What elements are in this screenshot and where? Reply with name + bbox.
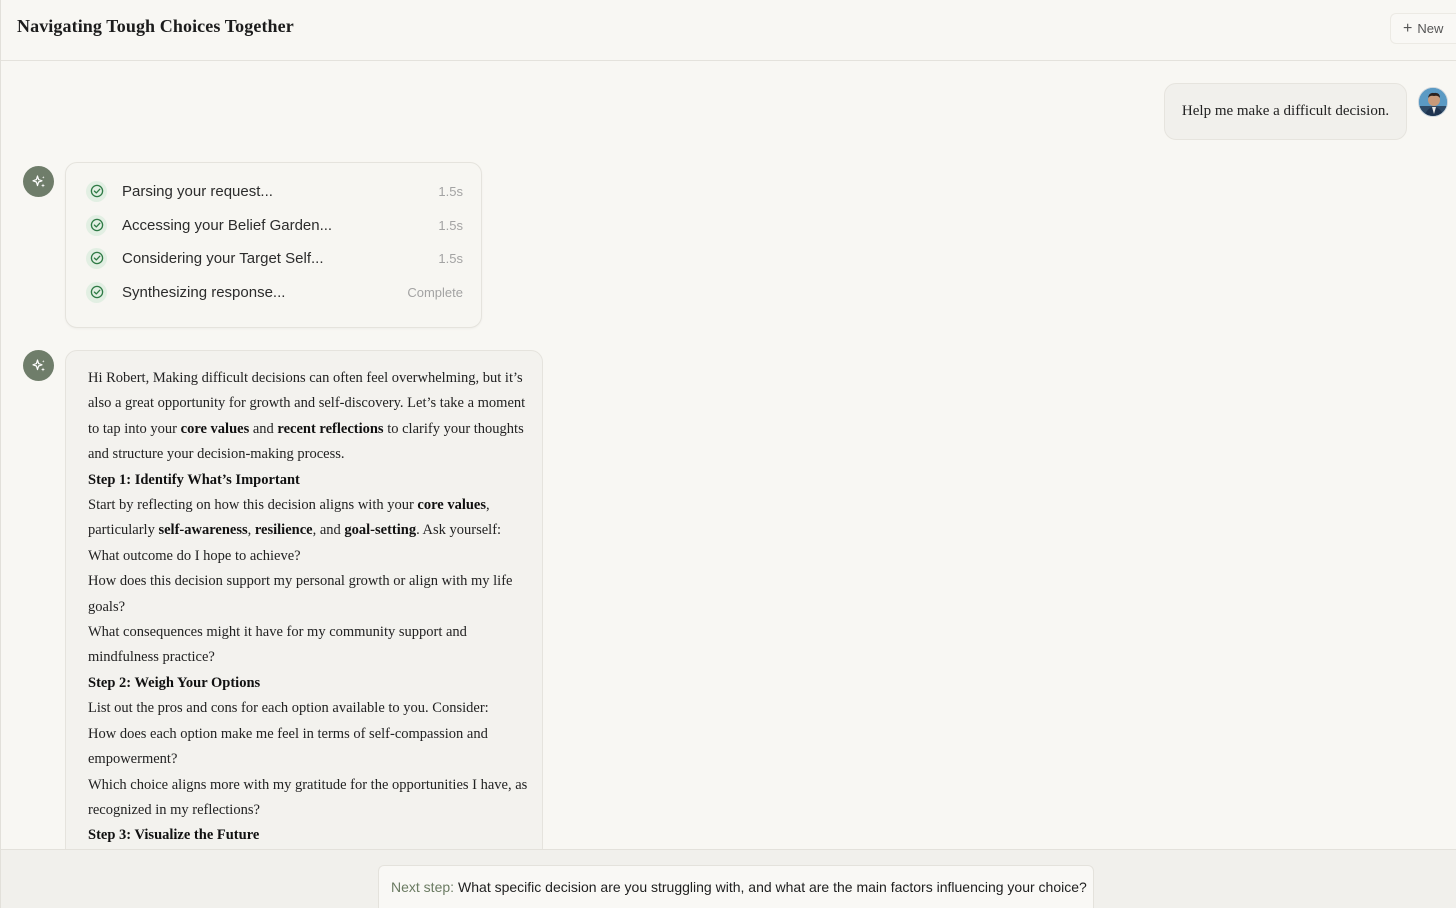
- page-title: Navigating Tough Choices Together: [17, 16, 294, 36]
- check-circle-icon: [86, 181, 107, 202]
- new-chat-label: New: [1417, 21, 1444, 36]
- progress-step-time: 1.5s: [438, 250, 463, 266]
- sparkle-icon: [31, 174, 47, 190]
- progress-step-time: 1.5s: [438, 183, 463, 199]
- new-chat-button[interactable]: [1390, 13, 1456, 44]
- step-heading: Step 2: Weigh Your Options: [88, 674, 261, 691]
- progress-step-label: Synthesizing response...: [122, 283, 286, 301]
- progress-step-label: Accessing your Belief Garden...: [122, 216, 333, 234]
- progress-step-label: Considering your Target Self...: [122, 249, 324, 267]
- next-step-suggestion[interactable]: [378, 865, 1094, 908]
- check-circle-icon: [86, 215, 107, 236]
- question-item: What consequences might it have for my community support and mindfulness practice?: [88, 624, 467, 666]
- assistant-response-card: [65, 350, 543, 890]
- response-intro: Hi Robert, Making difficult decisions can often feel overwhelming, but it’s also a great opportunity for growth and self-discovery. Let’s take a moment to tap into your core values and recent reflections to clarify your thoughts and structure your decision-making process.: [88, 370, 526, 463]
- progress-steps-card: [65, 162, 482, 328]
- step-heading: Step 3: Visualize the Future: [88, 827, 260, 844]
- left-divider: [0, 0, 1, 908]
- check-circle-icon: [86, 248, 107, 269]
- progress-step: [86, 179, 463, 203]
- progress-step-time: Complete: [407, 284, 463, 300]
- user-message-text: Help me make a difficult decision.: [1181, 103, 1390, 119]
- question-item: How does this decision support my personal growth or align with my life goals?: [88, 573, 513, 615]
- progress-step: [86, 246, 463, 270]
- progress-step-time: 1.5s: [438, 217, 463, 233]
- assistant-response-text: [88, 366, 528, 849]
- assistant-avatar: [23, 166, 54, 197]
- step-body: List out the pros and cons for each option available to you. Consider:: [88, 700, 489, 717]
- header: [1, 0, 1456, 61]
- sparkle-icon: [31, 358, 47, 374]
- plus-icon: +: [1403, 19, 1413, 37]
- progress-step-label: Parsing your request...: [122, 182, 273, 200]
- next-step-text: What specific decision are you struggling with, and what are the main factors influencing your choice?: [458, 879, 1087, 895]
- user-avatar[interactable]: [1418, 87, 1448, 117]
- progress-step: [86, 213, 463, 237]
- check-circle-icon: [86, 282, 107, 303]
- progress-step: [86, 280, 463, 304]
- assistant-avatar: [23, 350, 54, 381]
- next-step-label: Next step:: [391, 879, 455, 895]
- question-item: Which choice aligns more with my gratitude for the opportunities I have, as recognized in my reflections?: [88, 776, 528, 818]
- question-item: What outcome do I hope to achieve?: [88, 547, 301, 564]
- user-message-bubble: [1164, 83, 1407, 140]
- step-heading: Step 1: Identify What’s Important: [88, 471, 300, 488]
- step-body: Start by reflecting on how this decision aligns with your core values, particularly self-awareness, resilience, and goal-setting. Ask yourself:: [88, 497, 502, 539]
- question-item: How does each option make me feel in terms of self-compassion and empowerment?: [88, 725, 488, 768]
